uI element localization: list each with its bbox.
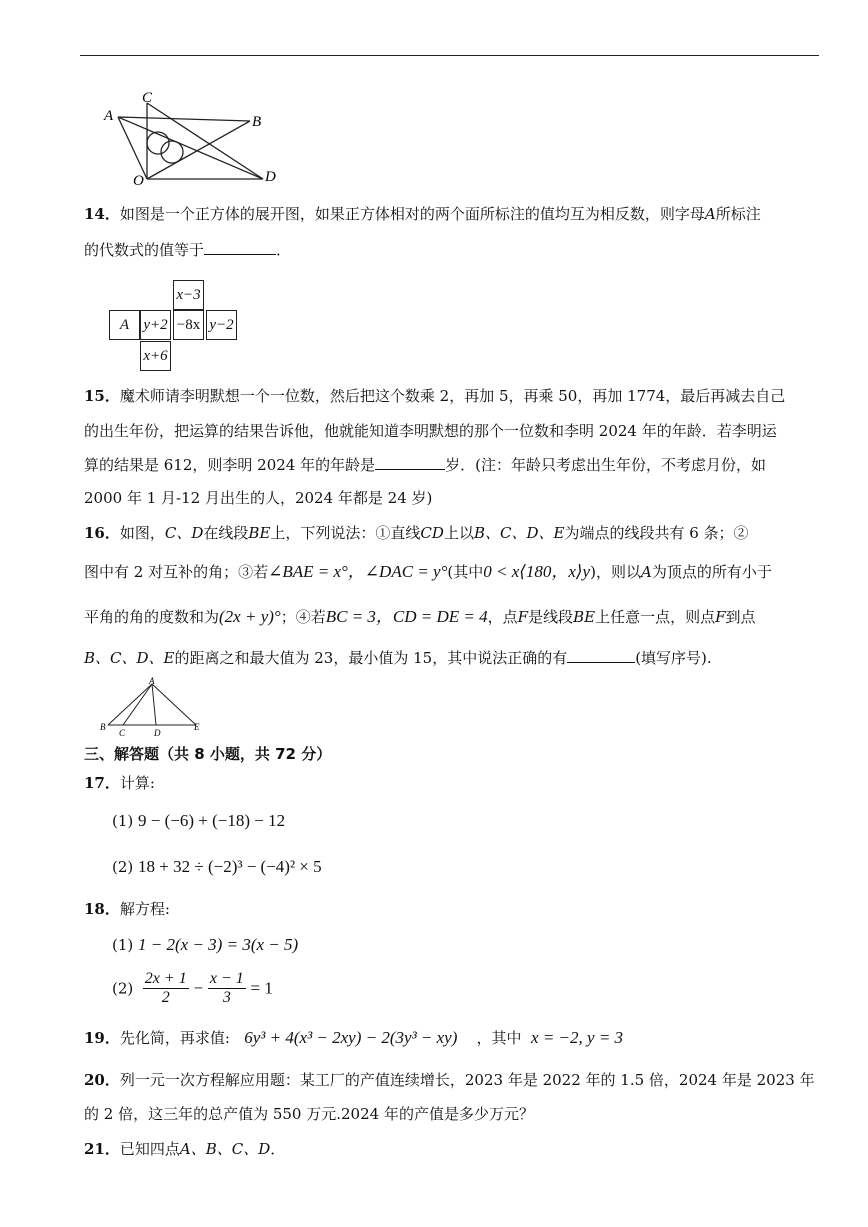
q14-line2: 的代数式的值等于 ． — [84, 241, 292, 259]
fig16-label-a: A — [149, 676, 155, 686]
geometry-figure-13 — [100, 88, 290, 188]
net-cell-right: y−2 — [206, 310, 237, 340]
net-cell-mid: −8x — [173, 310, 204, 340]
q16-line4: B、C、D、E的距离之和最大值为 23，最小值为 15，其中说法正确的有 (填写序号). — [84, 649, 712, 667]
fraction-2: $\frac{x - 1}{3}$ — [209, 970, 244, 1006]
triangle-figure-16 — [98, 676, 208, 740]
label-a: A — [104, 108, 114, 124]
q17-title: 17．计算: — [84, 774, 155, 792]
q20-line2: 的 2 倍，这三年的总产值为 550 万元.2024 年的产值是多少万元？ — [84, 1105, 534, 1123]
header-rule — [80, 55, 819, 56]
q16-line3: 平角的角的度数和为(2x + y)°；④若BC = 3，CD = DE = 4，点F是线段BE上任意一点，则点F到点 — [84, 607, 756, 626]
label-b: B — [252, 114, 262, 130]
q21: 21．已知四点A、B、C、D． — [84, 1140, 286, 1158]
q16-line1: 16．如图，C、D在线段BE上，下列说法：①直线CD上以B、C、D、E为端点的线段共有 6 条；② — [84, 524, 749, 542]
net-cell-a: A — [109, 310, 140, 340]
q17-part2: (2) 18 + 32 ÷ (−2)³ − (−4)² × 5 — [112, 857, 322, 876]
fig16-label-c: C — [119, 728, 126, 738]
q18-title: 18．解方程: — [84, 900, 170, 918]
label-o: O — [133, 173, 144, 188]
fig16-label-d: D — [154, 728, 161, 738]
fig16-label-b: B — [100, 722, 106, 732]
section-three-heading: 三、解答题（共 8 小题，共 72 分） — [84, 745, 332, 763]
label-d: D — [265, 169, 276, 185]
q19: 19．先化简，再求值: 6y³ + 4(x³ − 2xy) − 2(3y³ − xy) ，其中 x = −2, y = 3 — [84, 1028, 624, 1047]
q20-line1: 20．列一元一次方程解应用题：某工厂的产值连续增长，2023 年是 2022 年的 1.5 倍，2024 年是 2023 年 — [84, 1071, 815, 1089]
q15-line4: 2000 年 1 月-12 月出生的人，2024 年都是 24 岁) — [84, 489, 433, 507]
net-cell-top: x−3 — [173, 280, 204, 310]
net-cell-bottom: x+6 — [140, 341, 171, 371]
net-cell-y2: y+2 — [140, 310, 171, 340]
fig16-label-e: E — [194, 722, 200, 732]
q15-line3: 算的结果是 612，则李明 2024 年的年龄是 岁．(注：年龄只考虑出生年份，不考虑月份，如 — [84, 456, 766, 474]
q16-line2: 图中有 2 对互补的角；③若∠BAE = x°，∠DAC = y°(其中0 < x⟨180，x⟩y)，则以A为顶点的所有小于 — [84, 562, 772, 581]
q14-line1: 14．如图是一个正方体的展开图，如果正方体相对的两个面所标注的值均互为相反数，则字母A所标注 — [84, 205, 761, 223]
q15-line2: 的出生年份，把运算的结果告诉他，他就能知道李明默想的那个一位数和李明 2024 年的年龄．若李明运 — [84, 422, 777, 440]
fraction-1: $\frac{2x + 1}{2}$ — [144, 970, 187, 1006]
q18-part1: (1) 1 − 2(x − 3) = 3(x − 5) — [112, 935, 299, 954]
q18-part2: (2) $\frac{2x + 1}{2}$ − $\frac{x - 1}{3}$ = 1 — [112, 970, 273, 1006]
q15-line1: 15．魔术师请李明默想一个一位数，然后把这个数乘 2，再加 5，再乘 50，再加 1774，最后再减去自己 — [84, 387, 786, 405]
q17-part1: (1) 9 − (−6) + (−18) − 12 — [112, 811, 286, 830]
label-c: C — [142, 90, 153, 106]
